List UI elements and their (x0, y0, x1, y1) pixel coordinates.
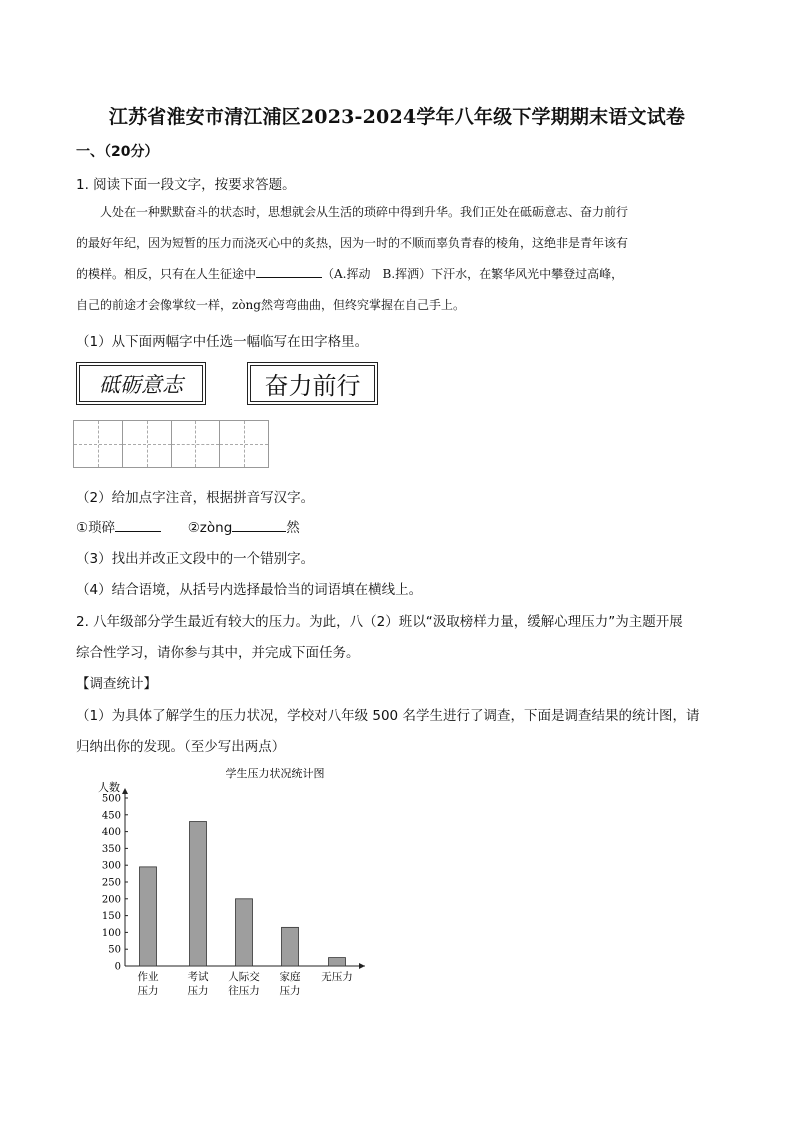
answer-blank[interactable] (115, 519, 161, 532)
y-tick-label: 300 (101, 860, 121, 872)
bar (140, 867, 157, 966)
survey-section-heading: 【调查统计】 (76, 676, 157, 692)
answer-blank[interactable] (232, 519, 286, 532)
x-tick-label: 作业 (137, 971, 159, 983)
tianzige-cell[interactable] (123, 421, 172, 467)
x-tick-label: 考试 (187, 971, 209, 983)
page-title: 江苏省淮安市清江浦区2023-2024学年八年级下学期期末语文试卷 (108, 106, 686, 128)
question-1-stem: 1. 阅读下面一段文字，按要求答题。 (76, 177, 296, 193)
passage-line (76, 259, 718, 290)
bar (190, 822, 207, 966)
bar (329, 958, 346, 966)
passage-text: 的模样。相反，只有在人生征途中 (76, 267, 257, 281)
reading-passage (76, 197, 718, 321)
sub-question-1: （1）从下面两幅字中任选一幅临写在田字格里。 (76, 334, 369, 350)
section-heading: 一、（20分） (76, 144, 159, 160)
stress-bar-chart (90, 760, 380, 1005)
y-tick-label: 50 (108, 944, 121, 956)
y-tick-label: 0 (114, 961, 121, 973)
passage-text: （A.挥动 B.挥洒）下汗水，在繁华风光中攀登过高峰， (322, 267, 624, 281)
tianzige-cell[interactable] (74, 421, 123, 467)
tianzige-cell[interactable] (172, 421, 221, 467)
calligraphy-sample-2: 奋力前行 (247, 362, 378, 405)
survey-question-1: 归纳出你的发现。（至少写出两点） (76, 739, 286, 755)
question-2-stem: 2. 八年级部分学生最近有较大的压力。为此，八（2）班以“汲取榜样力量，缓解心理压力”为主题开展 (76, 614, 683, 630)
question-2-stem: 综合性学习，请你参与其中，并完成下面任务。 (76, 645, 360, 661)
y-tick-label: 250 (101, 877, 121, 889)
y-tick-label: 100 (101, 927, 121, 939)
bar (236, 899, 253, 966)
sub-question-2: （2）给加点字注音，根据拼音写汉字。 (76, 490, 315, 506)
y-tick-label: 500 (101, 793, 121, 805)
x-tick-label: 无压力 (321, 971, 353, 983)
x-axis-arrow (359, 963, 365, 969)
sub-question-4: （4）结合语境，从括号内选择最恰当的词语填在横线上。 (76, 582, 423, 598)
pinyin-item-a: ①琐碎 (76, 520, 116, 536)
calligraphy-sample-1: 砥砺意志 (76, 362, 206, 405)
survey-question-1: （1）为具体了解学生的压力状况，学校对八年级 500 名学生进行了调查，下面是调查结果的统计图，请 (76, 708, 700, 724)
x-tick-label: 压力 (187, 985, 209, 997)
passage-line: 的最好年纪，因为短暂的压力而浇灭心中的炙热，因为一时的不顺而辜负青春的棱角，这绝非是青年该有 (76, 236, 629, 250)
y-tick-label: 400 (101, 827, 121, 839)
x-tick-label: 家庭 (279, 971, 301, 983)
y-axis-label: 人数 (98, 781, 120, 794)
x-tick-label: 人际交 (228, 971, 260, 983)
sub-question-3: （3）找出并改正文段中的一个错别字。 (76, 551, 315, 567)
x-tick-label: 往压力 (228, 985, 260, 997)
y-tick-label: 150 (101, 911, 121, 923)
tianzige-grid[interactable] (73, 420, 269, 468)
x-tick-label: 压力 (137, 985, 159, 997)
y-tick-label: 200 (101, 894, 121, 906)
answer-blank[interactable] (256, 265, 322, 278)
pinyin-line (76, 516, 300, 536)
pinyin-item-b-end: 然 (286, 520, 300, 536)
pinyin-item-b: ②zòng (187, 520, 233, 536)
tianzige-cell[interactable] (220, 421, 268, 467)
y-axis-arrow (122, 788, 128, 794)
bar (282, 927, 299, 966)
chart-title: 学生压力状况统计图 (225, 767, 325, 780)
y-tick-label: 350 (101, 843, 121, 855)
x-tick-label: 压力 (279, 985, 301, 997)
passage-line: 自己的前途才会像掌纹一样，zòng然弯弯曲曲，但终究掌握在自己手上。 (76, 298, 465, 312)
y-tick-label: 450 (101, 810, 121, 822)
passage-line: 人处在一种默默奋斗的状态时，思想就会从生活的琐碎中得到升华。我们正处在砥砺意志、奋力前行 (100, 205, 629, 219)
